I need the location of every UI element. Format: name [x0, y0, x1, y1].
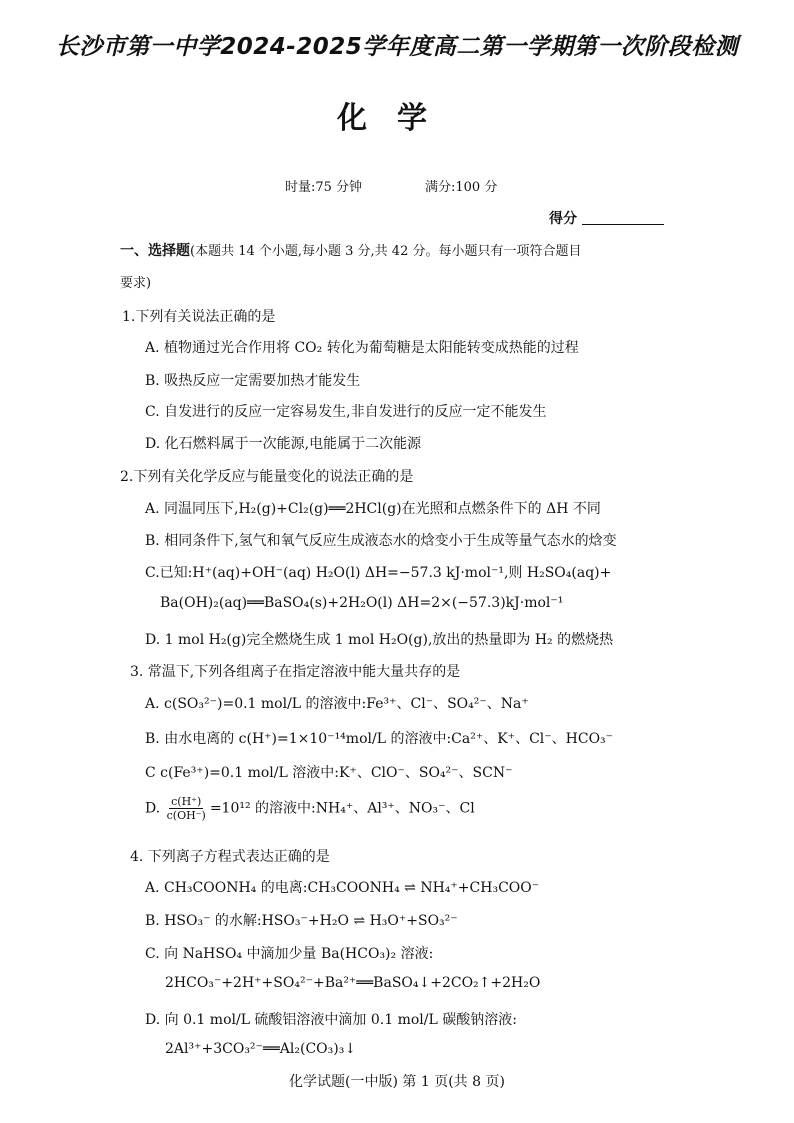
q4-option-d-line2: 2Al³⁺+3CO₃²⁻══Al₂(CO₃)₃↓	[165, 1041, 357, 1057]
q2-option-b: B. 相同条件下,氢气和氧气反应生成液态水的焓变小于生成等量气态水的焓变	[145, 533, 617, 549]
q4-option-c-line1: C. 向 NaHSO₄ 中滴加少量 Ba(HCO₃)₂ 溶液:	[145, 946, 434, 962]
subject-title: 化学	[337, 101, 457, 136]
fraction-numerator: c(H⁺)	[171, 795, 202, 808]
q4-option-d-line1: D. 向 0.1 mol/L 硫酸铝溶液中滴加 0.1 mol/L 碳酸钠溶液:	[145, 1012, 517, 1028]
q3-option-d-prefix: D.	[145, 800, 161, 817]
q3-option-c: C c(Fe³⁺)=0.1 mol/L 溶液中:K⁺、ClO⁻、SO₄²⁻、SCN⁻	[145, 765, 513, 781]
section-desc-cont: 要求)	[120, 276, 152, 291]
score-label: 得分	[549, 211, 577, 227]
q3-option-d-rest: =10¹² 的溶液中:NH₄⁺、Al³⁺、NO₃⁻、Cl	[209, 800, 475, 817]
q4-option-c-line2: 2HCO₃⁻+2H⁺+SO₄²⁻+Ba²⁺══BaSO₄↓+2CO₂↑+2H₂O	[165, 975, 541, 991]
q4-option-a: A. CH₃COONH₄ 的电离:CH₃COONH₄ ⇌ NH₄⁺+CH₃COO⁻	[145, 880, 540, 896]
fraction-denominator: c(OH⁻)	[166, 809, 206, 822]
full-score: 满分:100 分	[425, 180, 498, 195]
q1-stem: 1.下列有关说法正确的是	[122, 309, 276, 325]
time-limit: 时量:75 分钟	[285, 180, 363, 195]
q4-stem: 4. 下列离子方程式表达正确的是	[130, 849, 330, 865]
page-footer: 化学试题(一中版) 第 1 页(共 8 页)	[289, 1074, 505, 1090]
section-heading	[120, 240, 582, 260]
q2-option-c-line1: C.已知:H⁺(aq)+OH⁻(aq) H₂O(l) ΔH=−57.3 kJ·mol⁻¹,则 H₂SO₄(aq)+	[145, 565, 612, 581]
section-desc: (本题共 14 个小题,每小题 3 分,共 42 分。每小题只有一项符合题目	[190, 244, 582, 259]
section-title: 一、选择题	[120, 243, 190, 259]
q1-option-a: A. 植物通过光合作用将 CO₂ 转化为葡萄糖是太阳能转变成热能的过程	[145, 340, 579, 356]
q3-stem: 3. 常温下,下列各组离子在指定溶液中能大量共存的是	[130, 664, 461, 680]
q4-option-b: B. HSO₃⁻ 的水解:HSO₃⁻+H₂O ⇌ H₃O⁺+SO₃²⁻	[145, 913, 458, 929]
q3-option-b: B. 由水电离的 c(H⁺)=1×10⁻¹⁴mol/L 的溶液中:Ca²⁺、K⁺、Cl⁻、HCO₃⁻	[145, 731, 614, 747]
q3-option-a: A. c(SO₃²⁻)=0.1 mol/L 的溶液中:Fe³⁺、Cl⁻、SO₄²⁻、Na⁺	[145, 696, 529, 712]
score-blank	[582, 224, 664, 225]
exam-title: 长沙市第一中学2024-2025学年度高二第一学期第一次阶段检测	[55, 34, 739, 60]
q1-option-c: C. 自发进行的反应一定容易发生,非自发进行的反应一定不能发生	[145, 404, 547, 420]
q2-option-c-line2: Ba(OH)₂(aq)══BaSO₄(s)+2H₂O(l) ΔH=2×(−57.3)kJ·mol⁻¹	[160, 595, 564, 611]
q1-option-b: B. 吸热反应一定需要加热才能发生	[145, 373, 361, 389]
q2-option-d: D. 1 mol H₂(g)完全燃烧生成 1 mol H₂O(g),放出的热量即为 H₂ 的燃烧热	[145, 632, 614, 648]
q1-option-d: D. 化石燃料属于一次能源,电能属于二次能源	[145, 436, 422, 452]
q3-option-d	[145, 795, 475, 822]
fraction	[165, 795, 208, 822]
q2-stem: 2.下列有关化学反应与能量变化的说法正确的是	[120, 469, 414, 485]
q2-option-a: A. 同温同压下,H₂(g)+Cl₂(g)══2HCl(g)在光照和点燃条件下的 ΔH 不同	[145, 501, 601, 517]
